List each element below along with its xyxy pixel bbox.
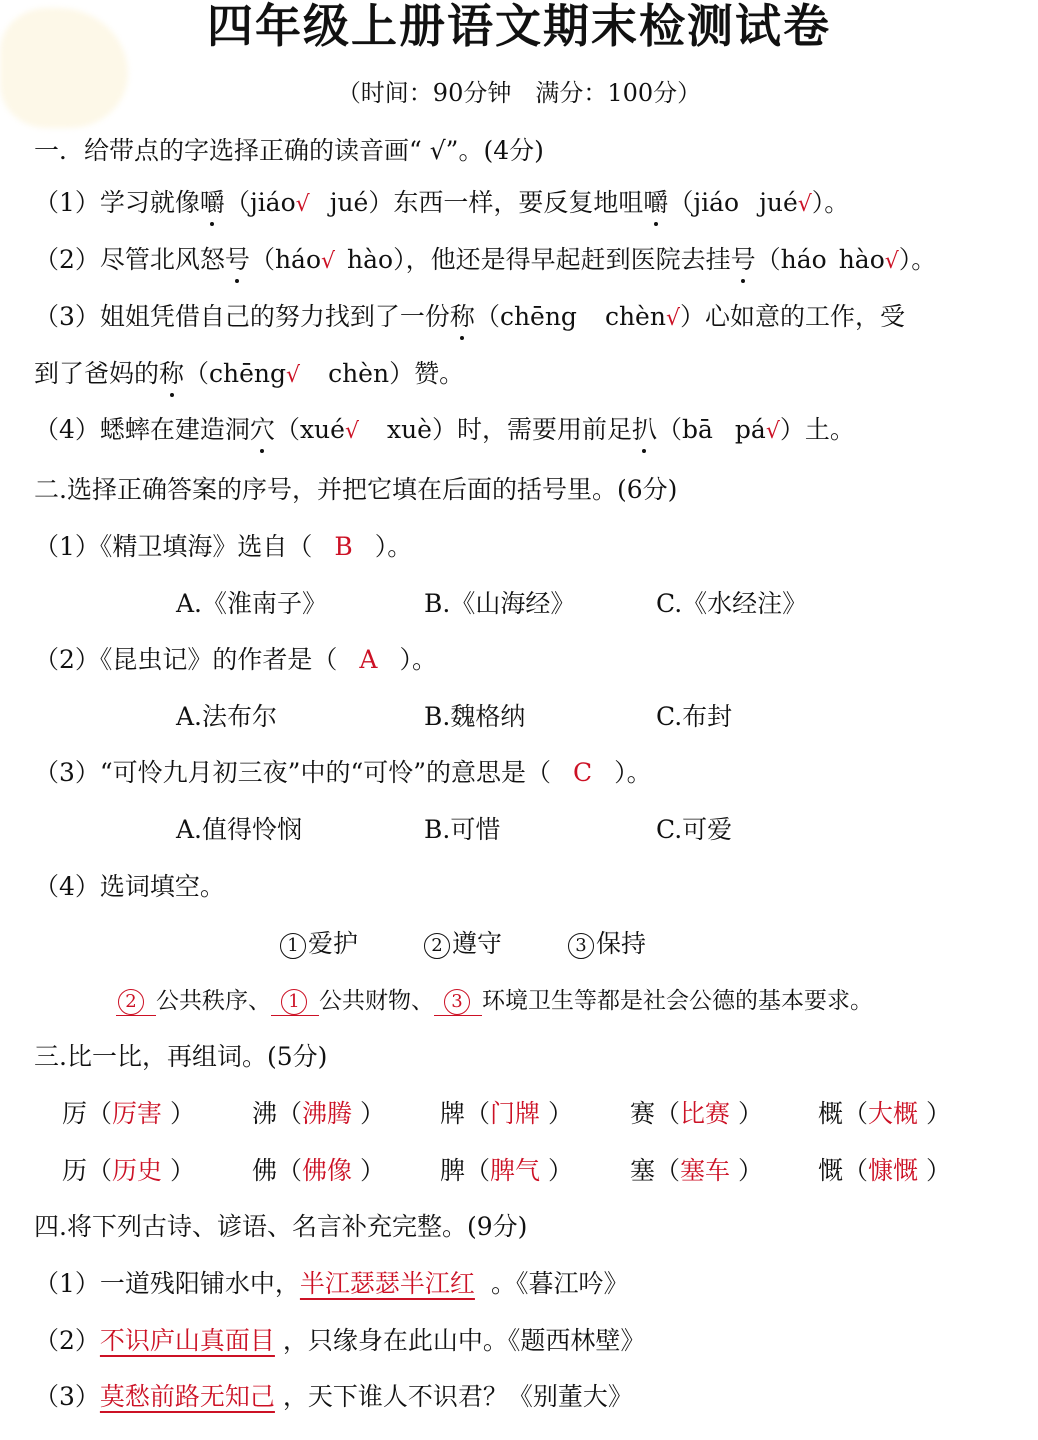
circled-number: 1 bbox=[281, 989, 307, 1015]
char: 历 bbox=[62, 1156, 88, 1185]
dotted-char: 号 bbox=[731, 243, 756, 277]
question-number: （2） bbox=[34, 245, 100, 274]
answer: 半江瑟瑟半江红 bbox=[299, 1269, 475, 1298]
dotted-char: 称 bbox=[450, 300, 475, 334]
char: 概 bbox=[818, 1099, 844, 1128]
answer: 脾气 bbox=[490, 1156, 541, 1185]
question-text: 一道残阳铺水中， bbox=[99, 1269, 300, 1298]
word-pair: 历（历史 ） bbox=[62, 1156, 195, 1185]
answer: 历史 bbox=[112, 1156, 163, 1185]
question-text: 尽管北风怒 bbox=[99, 245, 225, 274]
s2-question-4: （4）选词填空。 bbox=[34, 872, 225, 901]
check-mark-icon: √ bbox=[765, 419, 780, 444]
pinyin-option: （bā bbox=[656, 415, 713, 444]
pinyin-option: （háo bbox=[249, 245, 321, 274]
question-text: ）。 bbox=[898, 245, 937, 274]
question-number: （2） bbox=[34, 1326, 100, 1355]
option-b: B.可惜 bbox=[424, 815, 501, 844]
answer: 慷慨 bbox=[868, 1156, 919, 1185]
circled-number: 1 bbox=[280, 933, 306, 959]
circled-number: 2 bbox=[118, 989, 144, 1015]
answer: 大概 bbox=[868, 1099, 919, 1128]
char: 牌 bbox=[440, 1099, 466, 1128]
question-text: （2）《昆虫记》的作者是（ bbox=[34, 645, 338, 674]
dotted-char: 嚼 bbox=[643, 186, 668, 220]
word-pair: 佛（佛像 ） bbox=[252, 1156, 385, 1185]
option-c: C.可爱 bbox=[656, 815, 733, 844]
section-4-heading: 四.将下列古诗、谚语、名言补充完整。(9分) bbox=[34, 1212, 528, 1241]
answer: 门牌 bbox=[490, 1099, 541, 1128]
s1-question-1 bbox=[34, 186, 849, 222]
word-choice-3 bbox=[568, 927, 646, 961]
check-mark-icon: √ bbox=[797, 192, 812, 217]
answer: 厉害 bbox=[112, 1099, 163, 1128]
pinyin-option: xuè）时，需要用前足 bbox=[386, 415, 632, 444]
blank-answer bbox=[434, 987, 482, 1016]
check-mark-icon: √ bbox=[286, 363, 301, 388]
question-text: ）。 bbox=[614, 758, 652, 787]
question-text: ，只缘身在此山中。《题西林壁》 bbox=[282, 1326, 646, 1355]
section-1-heading: 一．给带点的字选择正确的读音画“ √”。(4分) bbox=[34, 136, 544, 165]
word-pair: 慨（慷慨 ） bbox=[818, 1156, 951, 1185]
word-choice-1 bbox=[280, 927, 358, 961]
dotted-char: 穴 bbox=[250, 413, 275, 447]
s4-question-1 bbox=[34, 1267, 628, 1301]
question-text: ）土。 bbox=[779, 415, 855, 444]
char: 塞 bbox=[630, 1156, 656, 1185]
exam-info: （时间：90分钟 满分：100分） bbox=[336, 79, 702, 107]
fill-in-sentence bbox=[116, 984, 873, 1018]
s1-question-2 bbox=[34, 243, 936, 279]
option-c: C.《水经注》 bbox=[656, 589, 808, 618]
char: 沸 bbox=[252, 1099, 278, 1128]
question-text: 他还是得早起赶到医院去挂 bbox=[430, 245, 731, 274]
word: 爱护 bbox=[308, 929, 359, 958]
dotted-char: 称 bbox=[159, 357, 184, 391]
question-text: 。《暮江吟》 bbox=[490, 1269, 629, 1298]
char: 厉 bbox=[62, 1099, 88, 1128]
pinyin-option: hào）， bbox=[347, 245, 431, 274]
question-text: 蟋蟀在建造洞 bbox=[99, 415, 250, 444]
pinyin-option: jué） bbox=[329, 188, 394, 217]
pinyin-option: （chēng bbox=[474, 302, 577, 331]
pinyin-option: （xué bbox=[274, 415, 345, 444]
question-text: 姐姐凭借自己的努力找到了一份 bbox=[99, 302, 450, 331]
question-text: ）。 bbox=[374, 532, 413, 561]
pinyin-option: chèn）赞。 bbox=[328, 359, 465, 388]
char: 脾 bbox=[440, 1156, 466, 1185]
s4-question-3 bbox=[34, 1380, 633, 1414]
question-text: 东西一样，要反复地咀 bbox=[393, 188, 644, 217]
s1-question-3-cont bbox=[34, 357, 464, 393]
circled-number: 2 bbox=[424, 933, 450, 959]
answer: 佛像 bbox=[302, 1156, 353, 1185]
pinyin-option: （jiáo bbox=[668, 188, 740, 217]
s2-question-1 bbox=[34, 530, 412, 564]
question-text: 学习就像 bbox=[99, 188, 200, 217]
question-number: （1） bbox=[34, 188, 100, 217]
circled-number: 3 bbox=[444, 989, 470, 1015]
s2-question-3 bbox=[34, 756, 652, 790]
pinyin-option: jué bbox=[759, 188, 798, 217]
pinyin-option: hào bbox=[838, 245, 885, 274]
pinyin-option: （jiáo bbox=[224, 188, 296, 217]
word-pair: 赛（比赛 ） bbox=[630, 1099, 763, 1128]
question-text: ）心如意的工作，受 bbox=[679, 302, 905, 331]
question-number: （4） bbox=[34, 415, 100, 444]
word-pair: 牌（门牌 ） bbox=[440, 1099, 573, 1128]
question-number: （1） bbox=[34, 1269, 100, 1298]
answer: 不识庐山真面目 bbox=[99, 1326, 275, 1355]
s1-question-3 bbox=[34, 300, 905, 336]
option-c: C.布封 bbox=[656, 702, 733, 731]
s4-question-2 bbox=[34, 1324, 645, 1358]
s2-question-2 bbox=[34, 643, 437, 677]
answer: A bbox=[359, 645, 378, 674]
pinyin-option: （chēng bbox=[184, 359, 287, 388]
check-mark-icon: √ bbox=[665, 306, 680, 331]
blank-answer bbox=[116, 987, 156, 1016]
word-pair: 厉（厉害 ） bbox=[62, 1099, 195, 1128]
pinyin-option: （háo bbox=[755, 245, 827, 274]
check-mark-icon: √ bbox=[344, 419, 359, 444]
word-pair: 脾（脾气 ） bbox=[440, 1156, 573, 1185]
question-text: ）。 bbox=[399, 645, 437, 674]
word: 保持 bbox=[596, 929, 647, 958]
dotted-char: 扒 bbox=[632, 413, 657, 447]
answer: 沸腾 bbox=[302, 1099, 353, 1128]
option-a: A.《淮南子》 bbox=[176, 589, 328, 618]
sentence-text: 公共财物、 bbox=[319, 988, 434, 1014]
blank-answer bbox=[271, 987, 319, 1016]
check-mark-icon: √ bbox=[295, 192, 310, 217]
sentence-text: 公共秩序、 bbox=[156, 988, 271, 1014]
dotted-char: 嚼 bbox=[200, 186, 225, 220]
question-text: （3）“可怜九月初三夜”中的“可怜”的意思是（ bbox=[34, 758, 552, 787]
dotted-char: 号 bbox=[225, 243, 250, 277]
option-b: B.魏格纳 bbox=[424, 702, 526, 731]
word-pair: 概（大概 ） bbox=[818, 1099, 951, 1128]
question-text: ，天下谁人不识君？《别董大》 bbox=[282, 1382, 633, 1411]
check-mark-icon: √ bbox=[321, 249, 336, 274]
answer: 比赛 bbox=[680, 1099, 731, 1128]
question-number: （3） bbox=[34, 1382, 100, 1411]
word-pair: 塞（塞车 ） bbox=[630, 1156, 763, 1185]
option-a: A.值得怜悯 bbox=[176, 815, 303, 844]
circled-number: 3 bbox=[568, 933, 594, 959]
question-number: （3） bbox=[34, 302, 100, 331]
answer: B bbox=[334, 532, 353, 561]
pinyin-option: chèn bbox=[604, 302, 666, 331]
page-title: 四年级上册语文期末检测试卷 bbox=[207, 0, 831, 53]
char: 慨 bbox=[818, 1156, 844, 1185]
s1-question-4 bbox=[34, 413, 855, 449]
char: 赛 bbox=[630, 1099, 656, 1128]
answer: 莫愁前路无知己 bbox=[99, 1382, 275, 1411]
sentence-text: 环境卫生等都是社会公德的基本要求。 bbox=[482, 988, 873, 1014]
char: 佛 bbox=[252, 1156, 278, 1185]
question-text: （1）《精卫填海》选自（ bbox=[34, 532, 313, 561]
answer: C bbox=[573, 758, 593, 787]
option-b: B.《山海经》 bbox=[424, 589, 576, 618]
option-a: A.法布尔 bbox=[176, 702, 278, 731]
question-text: ）。 bbox=[811, 188, 850, 217]
section-3-heading: 三.比一比，再组词。(5分) bbox=[34, 1042, 328, 1071]
word-pair: 沸（沸腾 ） bbox=[252, 1099, 385, 1128]
word-choice-2 bbox=[424, 927, 502, 961]
word: 遵守 bbox=[452, 929, 503, 958]
check-mark-icon: √ bbox=[884, 249, 899, 274]
pinyin-option: pá bbox=[734, 415, 766, 444]
section-2-heading: 二.选择正确答案的序号，并把它填在后面的括号里。(6分) bbox=[34, 475, 678, 504]
answer: 塞车 bbox=[680, 1156, 731, 1185]
question-text: 到了爸妈的 bbox=[34, 359, 160, 388]
